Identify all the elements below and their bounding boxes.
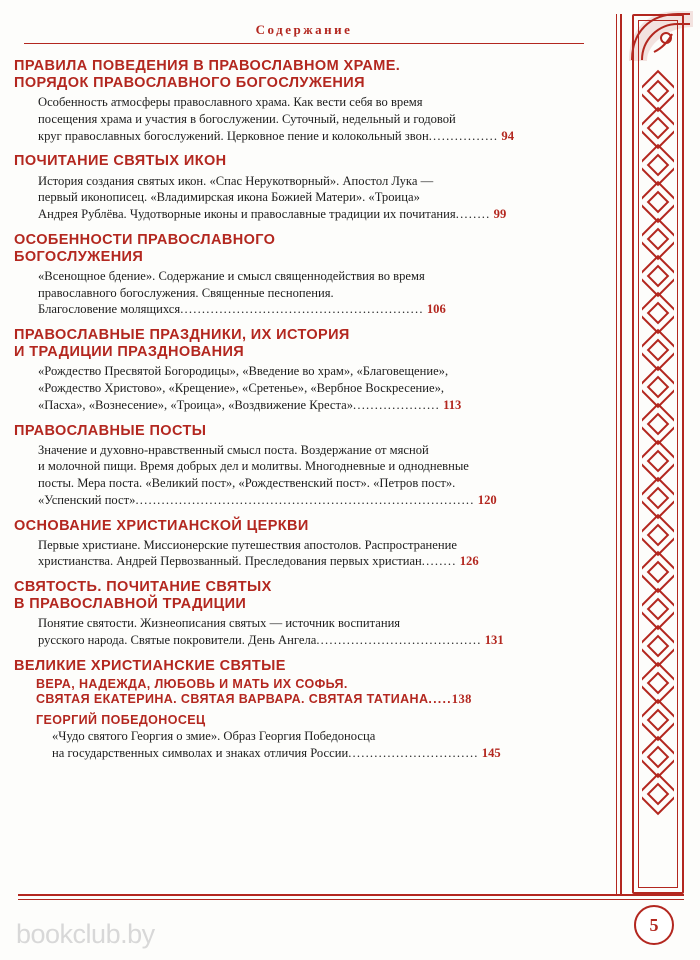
toc-subentry[interactable] xyxy=(14,713,606,728)
table-of-contents xyxy=(14,58,606,888)
toc-entry-description xyxy=(14,728,606,761)
toc-entry[interactable] xyxy=(14,658,606,762)
toc-entry[interactable] xyxy=(14,232,606,318)
toc-title-line: ОСНОВАНИЕ ХРИСТИАНСКОЙ ЦЕРКВИ xyxy=(14,517,309,534)
toc-entry[interactable] xyxy=(14,423,606,509)
toc-entry-description xyxy=(14,615,606,648)
toc-title-line: ПОЧИТАНИЕ СВЯТЫХ ИКОН xyxy=(14,153,227,170)
toc-entry-title xyxy=(14,518,606,535)
toc-desc-line: Особенность атмосферы православного храма. Как вести себя во время xyxy=(38,95,423,110)
toc-entry[interactable] xyxy=(14,153,606,222)
leader-dots: ................ xyxy=(428,128,499,143)
toc-page-number: 131 xyxy=(484,633,504,648)
toc-title-line: ПРАВИЛА ПОВЕДЕНИЯ В ПРАВОСЛАВНОМ ХРАМЕ. xyxy=(14,58,401,74)
toc-entry[interactable] xyxy=(14,327,606,413)
toc-subentry-line: СВЯТАЯ ЕКАТЕРИНА. СВЯТАЯ ВАРВАРА. СВЯТАЯ ТАТИАНА xyxy=(36,692,429,706)
page-number-badge: 5 xyxy=(634,905,674,945)
toc-entry-description xyxy=(14,363,606,413)
toc-desc-line: православного богослужения. Священные песнопения. xyxy=(38,285,334,300)
toc-entry-title xyxy=(14,153,606,170)
toc-desc-line: Значение и духовно-нравственный смысл поста. Воздержание от мясной xyxy=(38,442,429,457)
toc-desc-line: и молочной пищи. Время добрых дел и молитвы. Многодневные и однодневные xyxy=(38,459,469,474)
leader-dots: ........ xyxy=(455,207,491,221)
ornament-corner-flourish xyxy=(628,10,694,62)
toc-entry-description xyxy=(14,268,606,318)
toc-desc-line: русского народа. Святые покровители. День Ангела xyxy=(38,633,317,648)
toc-title-line: ВЕЛИКИЕ ХРИСТИАНСКИЕ СВЯТЫЕ xyxy=(14,657,286,674)
toc-desc-line: «Всенощное бдение». Содержание и смысл священнодействия во время xyxy=(38,268,425,283)
toc-entry-title xyxy=(14,423,606,440)
toc-desc-line: Понятие святости. Жизнеописания святых — источник воспитания xyxy=(38,616,401,631)
toc-desc-line: Первые христиане. Миссионерские путешествия апостолов. Распространение xyxy=(38,537,457,552)
toc-entry[interactable] xyxy=(14,579,606,649)
column-divider-rule-thin xyxy=(616,14,617,894)
toc-desc-line: на государственных символах и знаках отличия России xyxy=(52,745,349,760)
toc-entry-description xyxy=(14,442,606,509)
leader-dots: ..... xyxy=(428,692,452,706)
toc-desc-line: Андрея Рублёва. Чудотворные иконы и православные традиции их почитания xyxy=(38,207,456,221)
toc-title-line: ПРАВОСЛАВНЫЕ ПРАЗДНИКИ, ИХ ИСТОРИЯ xyxy=(14,327,350,344)
toc-entry[interactable] xyxy=(14,58,606,144)
toc-entry-title xyxy=(14,232,606,266)
watermark: bookclub.by xyxy=(16,919,155,949)
toc-title-line: В ПРАВОСЛАВНОЙ ТРАДИЦИИ xyxy=(14,596,247,613)
toc-page-number: 94 xyxy=(501,128,515,143)
toc-desc-line: «Пасха», «Вознесение», «Троица», «Воздвижение Креста» xyxy=(38,397,354,412)
toc-page-number: 126 xyxy=(459,554,479,569)
toc-page-number: 145 xyxy=(481,745,501,760)
toc-desc-line: «Рождество Христово», «Крещение», «Сретенье», «Вербное Воскресение», xyxy=(38,381,445,396)
toc-title-line: СВЯТОСТЬ. ПОЧИТАНИЕ СВЯТЫХ xyxy=(14,579,272,596)
page-header xyxy=(24,22,584,44)
leader-dots: .................... xyxy=(353,397,440,412)
toc-entry-description xyxy=(14,173,606,223)
toc-title-line: ОСОБЕННОСТИ ПРАВОСЛАВНОГО xyxy=(14,231,276,248)
ornament-diamond-pattern xyxy=(642,24,674,884)
toc-desc-line: посты. Мера поста. «Великий пост», «Рождественский пост». «Петров пост». xyxy=(38,476,456,491)
toc-desc-line: христианства. Андрей Первозванный. Преследования первых христиан xyxy=(38,554,422,569)
toc-title-line: БОГОСЛУЖЕНИЯ xyxy=(14,248,144,265)
leader-dots: .............................. xyxy=(348,745,479,760)
toc-desc-line: «Рождество Пресвятой Богородицы», «Введение во храм», «Благовещение», xyxy=(38,364,449,379)
page-title: Содержание xyxy=(255,22,353,37)
toc-desc-line: круг православных богослужений. Церковное пение и колокольный звон xyxy=(38,128,429,143)
toc-entry[interactable] xyxy=(14,518,606,571)
toc-title-line: И ТРАДИЦИИ ПРАЗДНОВАНИЯ xyxy=(14,344,245,361)
leader-dots: .............................................................................. xyxy=(135,492,475,507)
toc-subentry-line: ВЕРА, НАДЕЖДА, ЛЮБОВЬ И МАТЬ ИХ СОФЬЯ. xyxy=(36,677,348,691)
toc-desc-line: «Успенский пост» xyxy=(38,492,136,507)
toc-entry-title xyxy=(14,579,606,613)
column-divider-rule xyxy=(620,14,622,894)
toc-subentry-line: ГЕОРГИЙ ПОБЕДОНОСЕЦ xyxy=(36,713,206,727)
toc-desc-line: История создания святых икон. «Спас Нерукотворный». Апостол Лука — xyxy=(38,173,434,188)
toc-desc-line: Благословение молящихся xyxy=(38,302,181,317)
toc-page-number: 106 xyxy=(426,302,446,317)
toc-subentry[interactable] xyxy=(14,677,606,707)
toc-entry-title xyxy=(14,658,606,675)
toc-page-number: 120 xyxy=(477,492,497,507)
leader-dots: ...................................... xyxy=(316,633,482,648)
toc-title-line: ПОРЯДОК ПРАВОСЛАВНОГО БОГОСЛУЖЕНИЯ xyxy=(14,75,365,92)
toc-entry-title xyxy=(14,58,606,92)
leader-dots: ........ xyxy=(421,554,457,569)
leader-dots: ........................................................ xyxy=(180,302,424,317)
toc-desc-line: «Чудо святого Георгия о змие». Образ Георгия Победоносца xyxy=(52,729,376,743)
toc-entry-description xyxy=(14,94,606,144)
header-divider xyxy=(24,43,584,44)
toc-page-number: 99 xyxy=(493,207,507,221)
toc-desc-line: посещения храма и участия в богослужении. Суточный, недельный и годовой xyxy=(38,111,456,126)
toc-page-number: 113 xyxy=(443,397,462,412)
toc-desc-line: первый иконописец. «Владимирская икона Божией Матери». «Троица» xyxy=(38,190,420,205)
toc-page-number: 138 xyxy=(451,692,472,706)
bottom-border-rule-thin xyxy=(18,899,684,900)
toc-entry-title xyxy=(14,327,606,361)
toc-entry-description xyxy=(14,537,606,570)
bottom-border-rule xyxy=(18,894,684,896)
toc-title-line: ПРАВОСЛАВНЫЕ ПОСТЫ xyxy=(14,422,207,439)
ornamental-border xyxy=(632,14,684,894)
